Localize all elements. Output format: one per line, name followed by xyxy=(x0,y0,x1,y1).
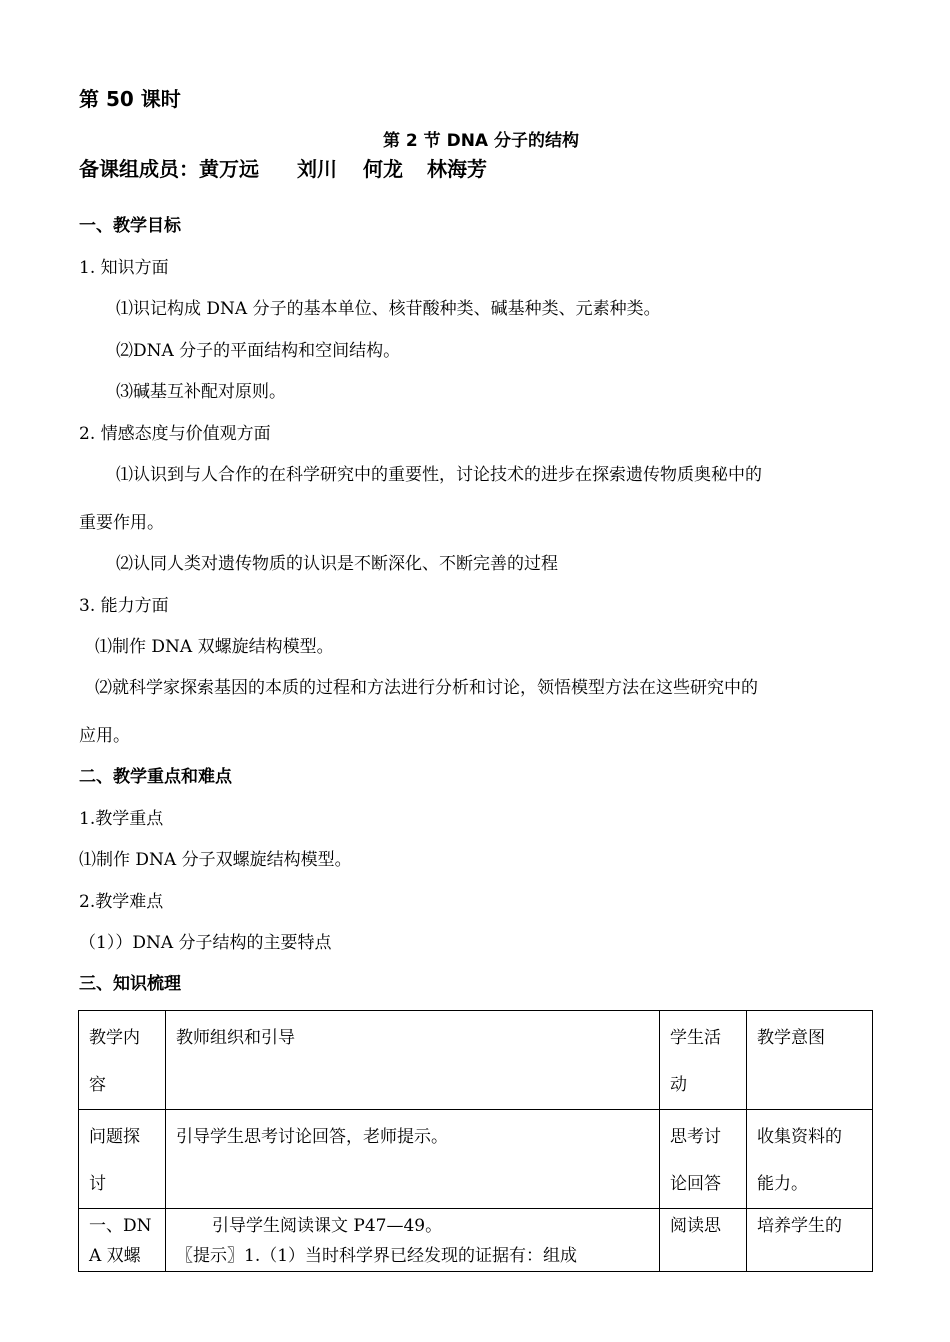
table-header-cell xyxy=(166,1011,660,1110)
document-title: 第 2 节 DNA 分子的结构 xyxy=(383,131,579,151)
table-row xyxy=(79,1209,873,1272)
table-cell xyxy=(79,1209,166,1272)
subheading-ability: 3. 能力方面 xyxy=(79,596,169,616)
cell-line: 引导学生阅读课文 P47—49。 xyxy=(212,1216,443,1236)
cell-line: 〖提示〗1.（1）当时科学界已经发现的证据有：组成 xyxy=(176,1246,578,1266)
table-header-cell xyxy=(660,1011,747,1110)
cell-line: 动 xyxy=(670,1075,687,1095)
table-header-cell xyxy=(79,1011,166,1110)
member-name: 黄万远 xyxy=(199,157,259,181)
list-item: ⑵就科学家探索基因的本质的过程和方法进行分析和讨论，领悟模型方法在这些研究中的 xyxy=(95,678,758,698)
members-line xyxy=(79,156,487,182)
member-name: 林海芳 xyxy=(427,157,487,181)
list-item: ⑶碱基互补配对原则。 xyxy=(116,382,286,402)
table-cell xyxy=(747,1209,873,1272)
subheading-attitude: 2. 情感态度与价值观方面 xyxy=(79,424,271,444)
cell-line: 思考讨 xyxy=(670,1127,721,1147)
table-cell xyxy=(747,1110,873,1209)
section-heading-knowledge-review: 三、知识梳理 xyxy=(79,974,181,994)
cell-line: 容 xyxy=(89,1075,106,1095)
table-cell xyxy=(660,1110,747,1209)
list-item-continuation: 应用。 xyxy=(79,726,130,746)
cell-line: 引导学生思考讨论回答，老师提示。 xyxy=(176,1127,448,1147)
list-item: ⑴认识到与人合作的在科学研究中的重要性，讨论技术的进步在探索遗传物质奥秘中的 xyxy=(116,465,762,485)
lesson-number: 第 50 课时 xyxy=(79,87,181,111)
list-item: （1））DNA 分子结构的主要特点 xyxy=(79,933,332,953)
cell-line: 一、DN xyxy=(89,1216,152,1236)
cell-line: 收集资料的 xyxy=(757,1127,842,1147)
cell-line: 论回答 xyxy=(670,1174,721,1194)
member-name: 刘川 xyxy=(297,157,337,181)
list-item-continuation: 重要作用。 xyxy=(79,513,164,533)
list-item: ⑴识记构成 DNA 分子的基本单位、核苷酸种类、碱基种类、元素种类。 xyxy=(116,299,661,319)
table-cell xyxy=(79,1110,166,1209)
lesson-plan-table xyxy=(78,1010,873,1272)
subheading-difficulty: 2.教学难点 xyxy=(79,892,164,912)
table-cell xyxy=(166,1110,660,1209)
list-item: ⑴制作 DNA 分子双螺旋结构模型。 xyxy=(79,850,352,870)
table-cell xyxy=(660,1209,747,1272)
list-item: ⑵认同人类对遗传物质的认识是不断深化、不断完善的过程 xyxy=(116,554,558,574)
cell-line: 培养学生的 xyxy=(757,1216,842,1236)
members-label: 备课组成员： xyxy=(79,157,199,181)
section-heading-key-points: 二、教学重点和难点 xyxy=(79,767,232,787)
cell-line: 教师组织和引导 xyxy=(176,1028,295,1048)
table-header-cell xyxy=(747,1011,873,1110)
cell-line: 问题探 xyxy=(89,1127,140,1147)
cell-line: 能力。 xyxy=(757,1174,808,1194)
subheading-key: 1.教学重点 xyxy=(79,809,164,829)
table-header-row xyxy=(79,1011,873,1110)
cell-line: 学生活 xyxy=(670,1028,721,1048)
cell-line: 教学内 xyxy=(89,1028,140,1048)
cell-line: 讨 xyxy=(89,1174,106,1194)
subheading-knowledge: 1. 知识方面 xyxy=(79,258,169,278)
cell-line: A 双螺 xyxy=(89,1246,141,1266)
section-heading-objectives: 一、教学目标 xyxy=(79,216,181,236)
table-cell xyxy=(166,1209,660,1272)
member-name: 何龙 xyxy=(363,157,403,181)
cell-line: 阅读思 xyxy=(670,1216,721,1236)
table-row xyxy=(79,1110,873,1209)
list-item: ⑴制作 DNA 双螺旋结构模型。 xyxy=(95,637,334,657)
cell-line: 教学意图 xyxy=(757,1028,825,1048)
list-item: ⑵DNA 分子的平面结构和空间结构。 xyxy=(116,341,401,361)
